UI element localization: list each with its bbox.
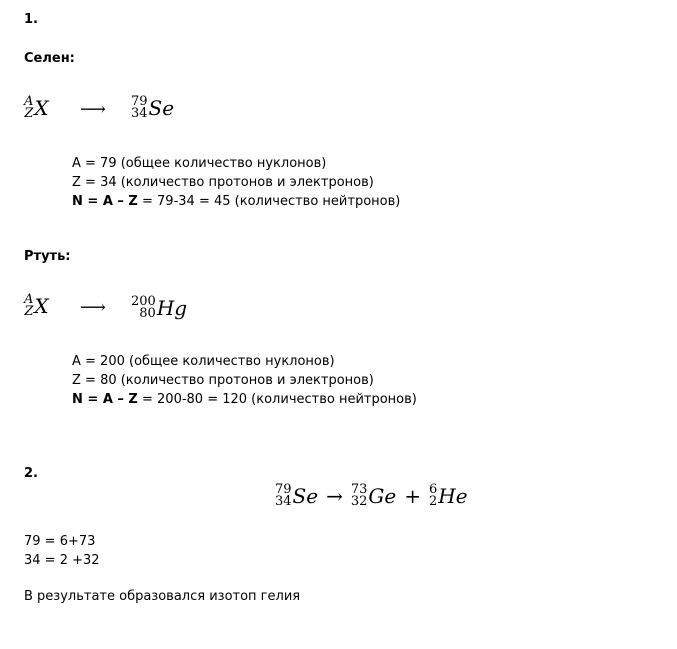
mercury-heading: Ртуть: <box>24 249 71 264</box>
mercury-atomic-number: 80 <box>139 306 156 321</box>
mercury-neutron-line <box>72 390 417 409</box>
conclusion-text: В результате образовался изотоп гелия <box>24 589 301 604</box>
selenium-neutron-line <box>72 192 400 211</box>
mass-balance: 79 = 6+73 <box>24 534 96 549</box>
generic-atomic-number: Z <box>24 304 34 319</box>
reaction-arrow: → <box>326 484 343 508</box>
product1-symbol: Ge <box>368 484 397 508</box>
balance-block <box>24 532 100 570</box>
selenium-mass-line: A = 79 (общее количество нуклонов) <box>72 156 327 171</box>
reactant-se <box>275 484 318 508</box>
generic-mass-number: A <box>24 94 34 109</box>
mercury-symbol: Hg <box>156 296 188 320</box>
generic-mass-number: A <box>24 292 34 307</box>
mercury-isotope <box>131 296 187 320</box>
neutron-calculation: = 79-34 = 45 (количество нейтронов) <box>137 194 401 209</box>
selenium-details <box>72 154 400 211</box>
selenium-isotope <box>131 96 174 120</box>
reactant-atomic-number: 34 <box>275 494 292 509</box>
generic-symbol: X <box>34 294 49 318</box>
selenium-heading: Селен: <box>24 51 75 66</box>
selenium-atomic-number: 34 <box>131 106 148 121</box>
product-ge <box>351 484 396 508</box>
neutron-calculation: = 200-80 = 120 (количество нейтронов) <box>137 392 417 407</box>
selenium-generic-nuclide <box>24 96 49 120</box>
mercury-mass-number: 200 <box>131 294 156 309</box>
plus-sign: + <box>404 484 421 508</box>
selenium-symbol: Se <box>148 96 175 120</box>
selenium-proton-line: Z = 34 (количество протонов и электронов) <box>72 175 374 190</box>
product2-mass-number: 6 <box>428 482 438 497</box>
selenium-mass-number: 79 <box>131 94 148 109</box>
mercury-generic-nuclide <box>24 294 49 318</box>
charge-balance: 34 = 2 +32 <box>24 553 100 568</box>
reactant-symbol: Se <box>292 484 319 508</box>
section-1-number: 1. <box>24 12 38 27</box>
product2-atomic-number: 2 <box>428 494 438 509</box>
reactant-mass-number: 79 <box>275 482 292 497</box>
product1-atomic-number: 32 <box>350 494 368 509</box>
mercury-arrow: ⟶ <box>80 297 106 318</box>
decay-equation <box>275 484 468 508</box>
selenium-arrow: ⟶ <box>80 99 106 120</box>
product-he <box>429 484 468 508</box>
neutron-formula: N = A – Z <box>72 194 138 209</box>
mercury-details <box>72 352 417 409</box>
product2-symbol: He <box>438 484 468 508</box>
generic-symbol: X <box>34 96 49 120</box>
section-2-number: 2. <box>24 466 38 481</box>
neutron-formula: N = A – Z <box>72 392 138 407</box>
generic-atomic-number: Z <box>24 106 34 121</box>
product1-mass-number: 73 <box>350 482 368 497</box>
mercury-mass-line: A = 200 (общее количество нуклонов) <box>72 354 335 369</box>
mercury-proton-line: Z = 80 (количество протонов и электронов) <box>72 373 374 388</box>
